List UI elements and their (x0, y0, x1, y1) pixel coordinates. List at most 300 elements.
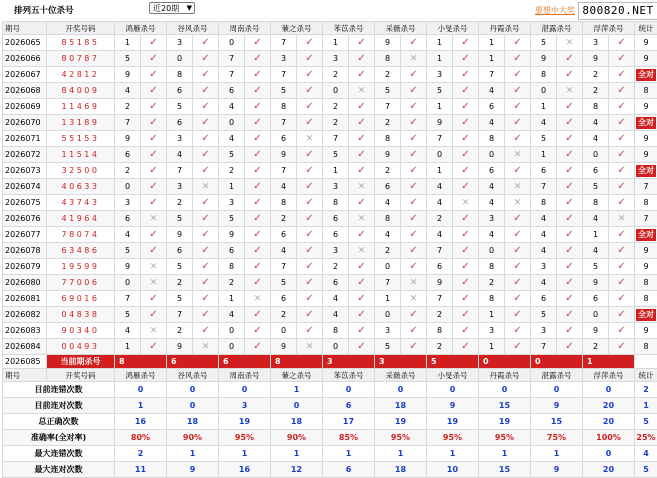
correct-count: 9 (643, 326, 648, 335)
kill-number-cell: 8 (375, 131, 401, 147)
kill-number-cell: 1 (479, 51, 505, 67)
check-icon: ✓ (141, 243, 167, 259)
table-row (3, 259, 657, 275)
stats-value: 9 (427, 398, 479, 414)
column-header-method: 采薇杀号 (375, 369, 427, 382)
kill-number-cell: 3 (167, 35, 193, 51)
check-icon: ✓ (609, 339, 635, 355)
kill-number-cell: 4 (583, 211, 609, 227)
check-icon: ✓ (297, 259, 323, 275)
check-icon: ✓ (297, 115, 323, 131)
prediction-value: 5 (427, 355, 479, 369)
kill-number-cell: 8 (323, 195, 349, 211)
promo-link[interactable]: 要想中大奖 (535, 5, 575, 16)
stats-value: 3 (219, 398, 271, 414)
correct-count: 7 (643, 182, 648, 191)
kill-number-cell: 1 (427, 99, 453, 115)
check-icon: ✓ (349, 131, 375, 147)
kill-number-cell: 9 (583, 275, 609, 291)
check-icon: ✓ (505, 307, 531, 323)
kill-number-cell: 5 (531, 35, 557, 51)
check-icon: ✓ (245, 259, 271, 275)
cross-icon: ✕ (141, 275, 167, 291)
draw-numbers-cell: 04838 (47, 307, 115, 323)
check-icon: ✓ (557, 99, 583, 115)
kill-number-cell: 2 (427, 307, 453, 323)
kill-number-cell: 2 (167, 275, 193, 291)
table-row (3, 163, 657, 179)
check-icon: ✓ (557, 179, 583, 195)
stats-value: 19 (479, 414, 531, 430)
kill-number-cell: 5 (219, 211, 245, 227)
stats-label: 准确率(全对率) (3, 430, 115, 446)
stats-label: 目前连错次数 (3, 382, 115, 398)
prediction-value: 3 (375, 355, 427, 369)
check-icon: ✓ (453, 243, 479, 259)
cross-icon: ✕ (349, 83, 375, 99)
stats-value: 80% (115, 430, 167, 446)
check-icon: ✓ (505, 99, 531, 115)
check-icon: ✓ (609, 99, 635, 115)
stats-value: 15 (479, 462, 531, 478)
kill-number-cell: 4 (323, 307, 349, 323)
period-cell: 2026069 (3, 99, 47, 115)
check-icon: ✓ (141, 131, 167, 147)
stats-value: 12 (271, 462, 323, 478)
stats-total: 5 (635, 414, 657, 430)
kill-number-cell: 1 (115, 35, 141, 51)
stats-value: 95% (427, 430, 479, 446)
kill-number-cell: 2 (271, 307, 297, 323)
check-icon: ✓ (245, 307, 271, 323)
check-icon: ✓ (401, 115, 427, 131)
check-icon: ✓ (141, 163, 167, 179)
kill-number-cell: 6 (271, 291, 297, 307)
check-icon: ✓ (349, 115, 375, 131)
stat-cell (635, 83, 657, 99)
check-icon: ✓ (193, 323, 219, 339)
kill-number-cell: 4 (271, 243, 297, 259)
stats-header-row (3, 369, 657, 382)
stats-value: 90% (271, 430, 323, 446)
check-icon: ✓ (141, 115, 167, 131)
cross-icon: ✕ (609, 211, 635, 227)
check-icon: ✓ (193, 259, 219, 275)
cross-icon: ✕ (349, 179, 375, 195)
check-icon: ✓ (453, 307, 479, 323)
check-icon: ✓ (505, 211, 531, 227)
check-icon: ✓ (609, 291, 635, 307)
stat-cell (635, 227, 657, 243)
stats-value: 9 (531, 462, 583, 478)
check-icon: ✓ (557, 243, 583, 259)
check-icon: ✓ (505, 131, 531, 147)
chevron-down-icon: ▼ (187, 2, 192, 14)
kill-number-cell: 3 (531, 323, 557, 339)
check-icon: ✓ (401, 147, 427, 163)
kill-number-cell: 0 (375, 259, 401, 275)
stat-cell (635, 307, 657, 323)
kill-number-cell: 5 (167, 211, 193, 227)
check-icon: ✓ (193, 195, 219, 211)
kill-number-cell: 5 (219, 147, 245, 163)
column-header-nums: 开奖号码 (47, 22, 115, 35)
cross-icon: ✕ (141, 259, 167, 275)
check-icon: ✓ (505, 243, 531, 259)
kill-number-cell: 6 (479, 99, 505, 115)
column-header-method: 湛露杀号 (531, 369, 583, 382)
kill-number-cell: 3 (375, 323, 401, 339)
kill-number-cell: 1 (479, 307, 505, 323)
stat-cell (635, 291, 657, 307)
kill-number-cell: 7 (427, 291, 453, 307)
kill-number-cell: 4 (115, 227, 141, 243)
kill-number-cell: 4 (531, 227, 557, 243)
prediction-period: 2026085 (3, 355, 47, 369)
stats-row (3, 382, 657, 398)
correct-count: 9 (643, 38, 648, 47)
check-icon: ✓ (349, 291, 375, 307)
table-row (3, 307, 657, 323)
check-icon: ✓ (193, 131, 219, 147)
correct-count: 9 (643, 102, 648, 111)
correct-count: 9 (643, 150, 648, 159)
kill-number-cell: 2 (115, 163, 141, 179)
stats-value: 1 (167, 446, 219, 462)
check-icon: ✓ (453, 259, 479, 275)
stats-value: 19 (219, 414, 271, 430)
check-icon: ✓ (453, 227, 479, 243)
column-header-period: 期号 (3, 369, 47, 382)
kill-number-cell: 7 (219, 51, 245, 67)
kill-number-cell: 3 (219, 195, 245, 211)
check-icon: ✓ (505, 35, 531, 51)
kill-number-cell: 4 (375, 227, 401, 243)
correct-count: 8 (643, 342, 648, 351)
stats-body (3, 382, 657, 478)
check-icon: ✓ (193, 211, 219, 227)
check-icon: ✓ (245, 275, 271, 291)
check-icon: ✓ (297, 243, 323, 259)
kill-number-cell: 7 (115, 115, 141, 131)
check-icon: ✓ (349, 323, 375, 339)
kill-number-cell: 9 (531, 51, 557, 67)
stat-cell (635, 163, 657, 179)
kill-number-cell: 8 (583, 195, 609, 211)
kill-number-cell: 3 (479, 211, 505, 227)
check-icon: ✓ (297, 35, 323, 51)
kill-number-cell: 1 (219, 179, 245, 195)
period-cell: 2026081 (3, 291, 47, 307)
stats-row (3, 462, 657, 478)
check-icon: ✓ (141, 227, 167, 243)
table-row (3, 131, 657, 147)
column-header-stat: 统计 (635, 369, 657, 382)
stats-value: 95% (479, 430, 531, 446)
kill-number-cell: 4 (375, 195, 401, 211)
stats-value: 85% (323, 430, 375, 446)
kill-number-cell: 9 (271, 339, 297, 355)
kill-number-cell: 7 (167, 163, 193, 179)
kill-number-cell: 7 (375, 99, 401, 115)
stats-value: 0 (323, 382, 375, 398)
kill-number-cell: 6 (427, 259, 453, 275)
period-cell: 2026066 (3, 51, 47, 67)
check-icon: ✓ (297, 307, 323, 323)
check-icon: ✓ (453, 35, 479, 51)
cross-icon: ✕ (557, 83, 583, 99)
check-icon: ✓ (609, 179, 635, 195)
kill-number-cell: 6 (271, 131, 297, 147)
stats-total: 4 (635, 446, 657, 462)
stats-value: 17 (323, 414, 375, 430)
period-range-select[interactable] (149, 2, 195, 14)
kill-number-cell: 8 (531, 195, 557, 211)
check-icon: ✓ (245, 163, 271, 179)
stat-cell (635, 211, 657, 227)
correct-count: 7 (643, 214, 648, 223)
check-icon: ✓ (505, 51, 531, 67)
kill-number-cell: 4 (479, 83, 505, 99)
stats-value: 1 (271, 446, 323, 462)
table-row (3, 179, 657, 195)
kill-number-cell: 7 (271, 115, 297, 131)
draw-numbers-cell: 63486 (47, 243, 115, 259)
kill-number-cell: 8 (479, 131, 505, 147)
kill-number-cell: 7 (323, 131, 349, 147)
check-icon: ✓ (349, 195, 375, 211)
kill-number-cell: 0 (219, 323, 245, 339)
cross-icon: ✕ (297, 131, 323, 147)
check-icon: ✓ (193, 115, 219, 131)
check-icon: ✓ (557, 115, 583, 131)
kill-number-cell: 1 (427, 163, 453, 179)
stats-value: 1 (115, 398, 167, 414)
column-header-method: 周南杀号 (219, 369, 271, 382)
check-icon: ✓ (141, 83, 167, 99)
correct-count: 9 (643, 54, 648, 63)
check-icon: ✓ (557, 323, 583, 339)
stat-cell (635, 275, 657, 291)
kill-number-cell: 9 (427, 115, 453, 131)
stats-value: 90% (167, 430, 219, 446)
check-icon: ✓ (401, 243, 427, 259)
prediction-value: 6 (167, 355, 219, 369)
kill-number-cell: 0 (115, 275, 141, 291)
stats-value: 100% (583, 430, 635, 446)
stats-value: 1 (271, 382, 323, 398)
draw-numbers-cell: 43743 (47, 195, 115, 211)
column-header-method: 丹霞杀号 (479, 22, 531, 35)
stats-value: 9 (531, 398, 583, 414)
draw-numbers-cell: 11514 (47, 147, 115, 163)
period-range-value: 近20期 (153, 4, 179, 13)
draw-numbers-cell: 19599 (47, 259, 115, 275)
kill-number-cell: 4 (427, 195, 453, 211)
check-icon: ✓ (349, 147, 375, 163)
table-row (3, 67, 657, 83)
kill-number-cell: 5 (167, 291, 193, 307)
check-icon: ✓ (401, 323, 427, 339)
check-icon: ✓ (245, 99, 271, 115)
stats-value: 15 (479, 398, 531, 414)
check-icon: ✓ (609, 195, 635, 211)
cross-icon: ✕ (505, 195, 531, 211)
correct-count: 8 (643, 294, 648, 303)
draw-numbers-cell: 32500 (47, 163, 115, 179)
stat-cell (635, 99, 657, 115)
stats-value: 1 (531, 446, 583, 462)
column-header-method: 蒹之杀号 (271, 369, 323, 382)
check-icon: ✓ (245, 83, 271, 99)
stats-value: 16 (115, 414, 167, 430)
kill-number-cell: 4 (531, 115, 557, 131)
check-icon: ✓ (609, 307, 635, 323)
table-row (3, 211, 657, 227)
check-icon: ✓ (349, 163, 375, 179)
check-icon: ✓ (453, 179, 479, 195)
kill-number-cell: 3 (323, 179, 349, 195)
draw-numbers-cell: 41964 (47, 211, 115, 227)
check-icon: ✓ (609, 115, 635, 131)
kill-number-cell: 9 (583, 323, 609, 339)
all-correct-badge: 全对 (636, 117, 656, 129)
kill-number-cell: 0 (375, 307, 401, 323)
kill-number-cell: 4 (427, 227, 453, 243)
kill-number-cell: 2 (479, 275, 505, 291)
stats-value: 0 (531, 382, 583, 398)
table-row (3, 147, 657, 163)
check-icon: ✓ (557, 227, 583, 243)
check-icon: ✓ (297, 99, 323, 115)
check-icon: ✓ (245, 147, 271, 163)
kill-number-cell: 9 (115, 67, 141, 83)
kill-number-cell: 3 (583, 35, 609, 51)
check-icon: ✓ (297, 211, 323, 227)
period-cell: 2026065 (3, 35, 47, 51)
kill-number-cell: 7 (479, 67, 505, 83)
kill-number-cell: 8 (427, 323, 453, 339)
top-bar (0, 0, 657, 18)
check-icon: ✓ (557, 291, 583, 307)
prediction-value: 6 (219, 355, 271, 369)
kill-number-cell: 8 (375, 51, 401, 67)
kill-number-cell: 3 (479, 323, 505, 339)
stats-value: 20 (583, 462, 635, 478)
kill-number-cell: 0 (271, 323, 297, 339)
kill-number-cell: 5 (583, 259, 609, 275)
kill-number-cell: 8 (167, 67, 193, 83)
check-icon: ✓ (401, 259, 427, 275)
table-row (3, 275, 657, 291)
period-cell: 2026077 (3, 227, 47, 243)
draw-numbers-cell: 85185 (47, 35, 115, 51)
draw-numbers-cell: 80787 (47, 51, 115, 67)
kill-number-cell: 4 (115, 83, 141, 99)
check-icon: ✓ (453, 211, 479, 227)
stat-cell (635, 195, 657, 211)
table-header-row (3, 22, 657, 35)
column-header-method: 小旻杀号 (427, 369, 479, 382)
correct-count: 8 (643, 198, 648, 207)
stats-value: 0 (167, 382, 219, 398)
cross-icon: ✕ (505, 179, 531, 195)
check-icon: ✓ (453, 323, 479, 339)
stat-cell (635, 147, 657, 163)
check-icon: ✓ (349, 259, 375, 275)
kill-number-cell: 3 (323, 51, 349, 67)
kill-number-cell: 9 (219, 227, 245, 243)
kill-number-cell: 6 (583, 163, 609, 179)
stats-row (3, 414, 657, 430)
check-icon: ✓ (609, 243, 635, 259)
stat-cell (635, 67, 657, 83)
table-row (3, 339, 657, 355)
kill-number-cell: 6 (271, 227, 297, 243)
kill-number-cell: 4 (479, 227, 505, 243)
stats-value: 0 (167, 398, 219, 414)
table-row (3, 35, 657, 51)
column-header-method: 丹霞杀号 (479, 369, 531, 382)
check-icon: ✓ (505, 67, 531, 83)
check-icon: ✓ (453, 339, 479, 355)
cross-icon: ✕ (193, 179, 219, 195)
kill-number-cell: 4 (531, 211, 557, 227)
kill-number-cell: 8 (531, 67, 557, 83)
check-icon: ✓ (401, 131, 427, 147)
kill-number-cell: 2 (583, 339, 609, 355)
kill-number-cell: 5 (167, 99, 193, 115)
table-row (3, 243, 657, 259)
check-icon: ✓ (609, 51, 635, 67)
cross-icon: ✕ (453, 195, 479, 211)
table-row (3, 195, 657, 211)
kill-number-cell: 2 (323, 259, 349, 275)
kill-number-cell: 4 (583, 115, 609, 131)
kill-number-cell: 5 (115, 307, 141, 323)
check-icon: ✓ (193, 83, 219, 99)
check-icon: ✓ (193, 275, 219, 291)
stats-value: 19 (427, 414, 479, 430)
check-icon: ✓ (193, 67, 219, 83)
kill-number-cell: 1 (323, 163, 349, 179)
kill-number-cell: 7 (531, 179, 557, 195)
cross-icon: ✕ (245, 291, 271, 307)
check-icon: ✓ (141, 195, 167, 211)
stats-value: 75% (531, 430, 583, 446)
kill-number-cell: 3 (167, 131, 193, 147)
kill-number-cell: 7 (531, 339, 557, 355)
stat-cell (635, 323, 657, 339)
prediction-value: 8 (115, 355, 167, 369)
stats-value: 1 (427, 446, 479, 462)
kill-number-cell: 1 (583, 227, 609, 243)
cross-icon: ✕ (141, 323, 167, 339)
kill-number-cell: 4 (427, 179, 453, 195)
check-icon: ✓ (297, 147, 323, 163)
check-icon: ✓ (401, 307, 427, 323)
kill-number-cell: 0 (219, 115, 245, 131)
check-icon: ✓ (609, 259, 635, 275)
column-header-method: 苯苡杀号 (323, 369, 375, 382)
kill-number-cell: 0 (531, 83, 557, 99)
column-header-method: 谷风杀号 (167, 22, 219, 35)
check-icon: ✓ (245, 67, 271, 83)
check-icon: ✓ (297, 195, 323, 211)
cross-icon: ✕ (401, 275, 427, 291)
check-icon: ✓ (401, 227, 427, 243)
check-icon: ✓ (141, 67, 167, 83)
